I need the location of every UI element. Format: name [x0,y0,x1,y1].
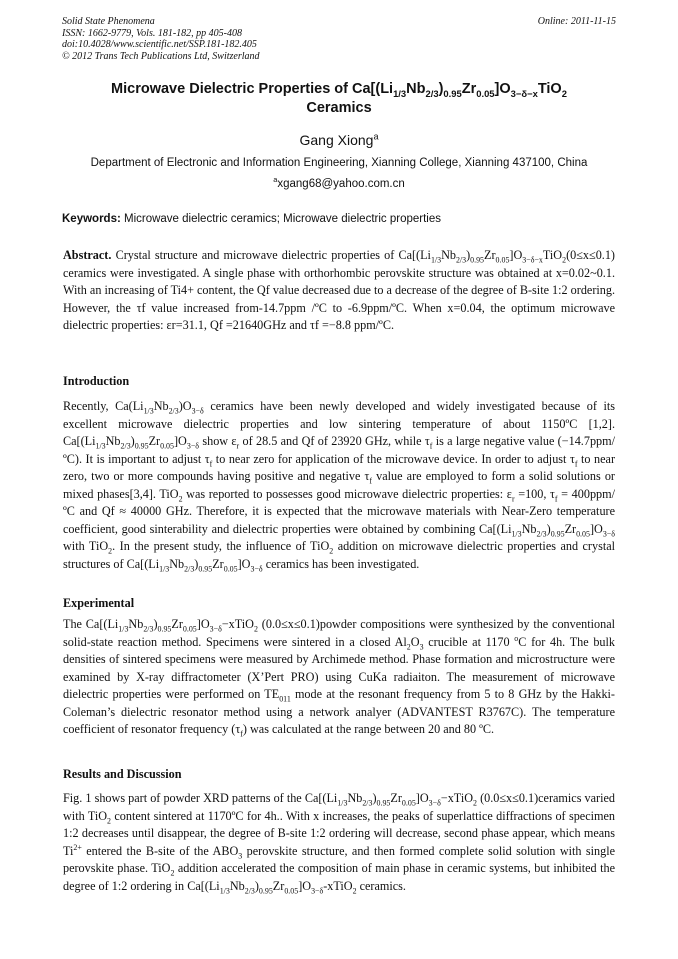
section-heading-experimental: Experimental [63,596,135,610]
section-heading-results: Results and Discussion [63,767,182,781]
experimental-paragraph: The $Ca[(Li_{1/3}Nb_{2/3})_{0.95}Zr_{0.05}]O_{3-\delta}-xTiO_2$ (0.0≤x≤0.1)powder compositions were synthesized by the conventional solid-state reaction method. Specimens were sintered in a closed $Al_2O_3$ crucible at 1170 $^o$C for 4h. The bulk densities of sintered specimens were measured by Archimede method. Phase formation and microstructure were examined by X-ray diffractometer (X’Pert PRO) using CuKa radiaiton. The measurement of microwave dielectric properties were performed on $TE_{011}$ mode at the resonant frequency from 5 to 8 GHz by the Hakki-Coleman’s dielectric resonator method using a network analyer (ADVANTEST R3767C). The temperature coefficient of resonator frequency $(\tau_f)$ was calculated at the range between 20 and 80 ºC. [63,617,616,739]
author: Gang Xiong$^a$ [299,131,379,148]
abstract-label: Abstract. [63,248,112,262]
paper-title: Microwave Dielectric Properties of $Ca[(Li_{1/3}Nb_{2/3})_{0.95}Zr_{0.05}]O_{3-\delta-x}TiO_2$ Ceramics [111,81,567,116]
journal-issn: ISSN: 1662-9779, Vols. 181-182, pp 405-408 [62,27,242,39]
section-heading-introduction: Introduction [63,374,130,388]
journal-header [62,16,616,62]
abstract-text: Crystal structure and microwave dielectric properties of $Ca[(Li_{1/3}Nb_{2/3})_{0.95}Zr_{0.05}]O_{3-\delta-x}TiO_2(0\le x\le 0.1)$ ceramics were investigated. A single phase with orthorhombic perovskite structure was obtained at x=0.02~0.1. With an increasing of Ti4+ content, the Qf value decreased due to a decrease of the degree of B-site 1:2 ordering. However, the τf value increased from-14.7ppm /ºC to -6.9ppm/ºC. When x=0.04, the optimum microwave dielectric properties: εr=31.1, Qf =21640GHz and τf =−8.8 ppm/ºC. [63,248,615,332]
keywords-text: Microwave dielectric ceramics; Microwave dielectric properties [124,213,441,225]
journal-name: Solid State Phenomena [62,16,155,27]
keywords-label: Keywords: [62,213,121,225]
results-paragraph: Fig. 1 shows part of powder XRD patterns of the $Ca[(Li_{1/3}Nb_{2/3})_{0.95}Zr_{0.05}]O_{3-\delta}-xTiO_2$ (0.0≤x≤0.1)ceramics varied with TiO$_2$ content sintered at 1170ºC for 4h.. With x increases, the peaks of superlattice diffractions of specimen 1:2 decreases until disappear, the degree of B-site 1:2 ordering will decrease, second phase appear, which means $Ti^{2+}$ entered the B-site of the $ABO_3$ perovskite structure, and then formed complete solid solution with single perovskite phase. TiO$_2$ addition accelerated the composition of main phase in ceramic systems, but inhibited the degree of 1:2 ordering in $Ca[(Li_{1/3}Nb_{2/3})_{0.95}Zr_{0.05}]O_{3-\delta}-xTiO_2$ ceramics. [63,791,616,895]
abstract [63,247,615,335]
affiliation: Department of Electronic and Information Engineering, Xianning College, Xianning 437100, China [90,157,588,169]
keywords [62,213,616,225]
journal-copyright: © 2012 Trans Tech Publications Ltd, Switzerland [62,50,260,62]
author-email: $^a$xgang68@yahoo.com.cn [273,175,405,190]
online-date: Online: 2011-11-15 [537,16,616,27]
introduction-paragraph: Recently, $Ca(Li_{1/3}Nb_{2/3})O_{3-\delta}$ ceramics have been newly developed and widely investigated because of its excellent microwave dielectric properties and low sintering temperature of about 1150ºC [1,2]. $Ca[(Li_{1/3}Nb_{2/3})_{0.95}Zr_{0.05}]O_{3-\delta}$ show $\varepsilon_r$ of 28.5 and Qf of 23920 GHz, while $\tau_f$ is a large negative value (−14.7ppm/ºC). It is important to adjust $\tau_f$ to near zero for application of the microwave device. In order to adjust $\tau_f$ to near zero, two or more compounds having positive and negative $\tau_f$ value are employed to form a solid solutions or mixed phases[3,4]. TiO$_2$ was reported to possesses good microwave dielectric properties: $\varepsilon_r =100$, $\tau_f$ = 400ppm/ºC and Qf ≈ 40000 GHz. Therefore, it is expected that the microwave materials with Near-Zero temperature coefficient, good sinterability and dielectric properties were obtained by combining $Ca[(Li_{1/3}Nb_{2/3})_{0.95}Zr_{0.05}]O_{3-\delta}$ with TiO$_2$. In the present study, the influence of TiO$_2$ addition on microwave dielectric properties and crystal structures of $Ca[(Li_{1/3}Nb_{2/3})_{0.95}Zr_{0.05}]O_{3-\delta}$ ceramics has been investigated. [63,399,616,573]
journal-doi: doi:10.4028/www.scientific.net/SSP.181-182.405 [62,39,257,50]
